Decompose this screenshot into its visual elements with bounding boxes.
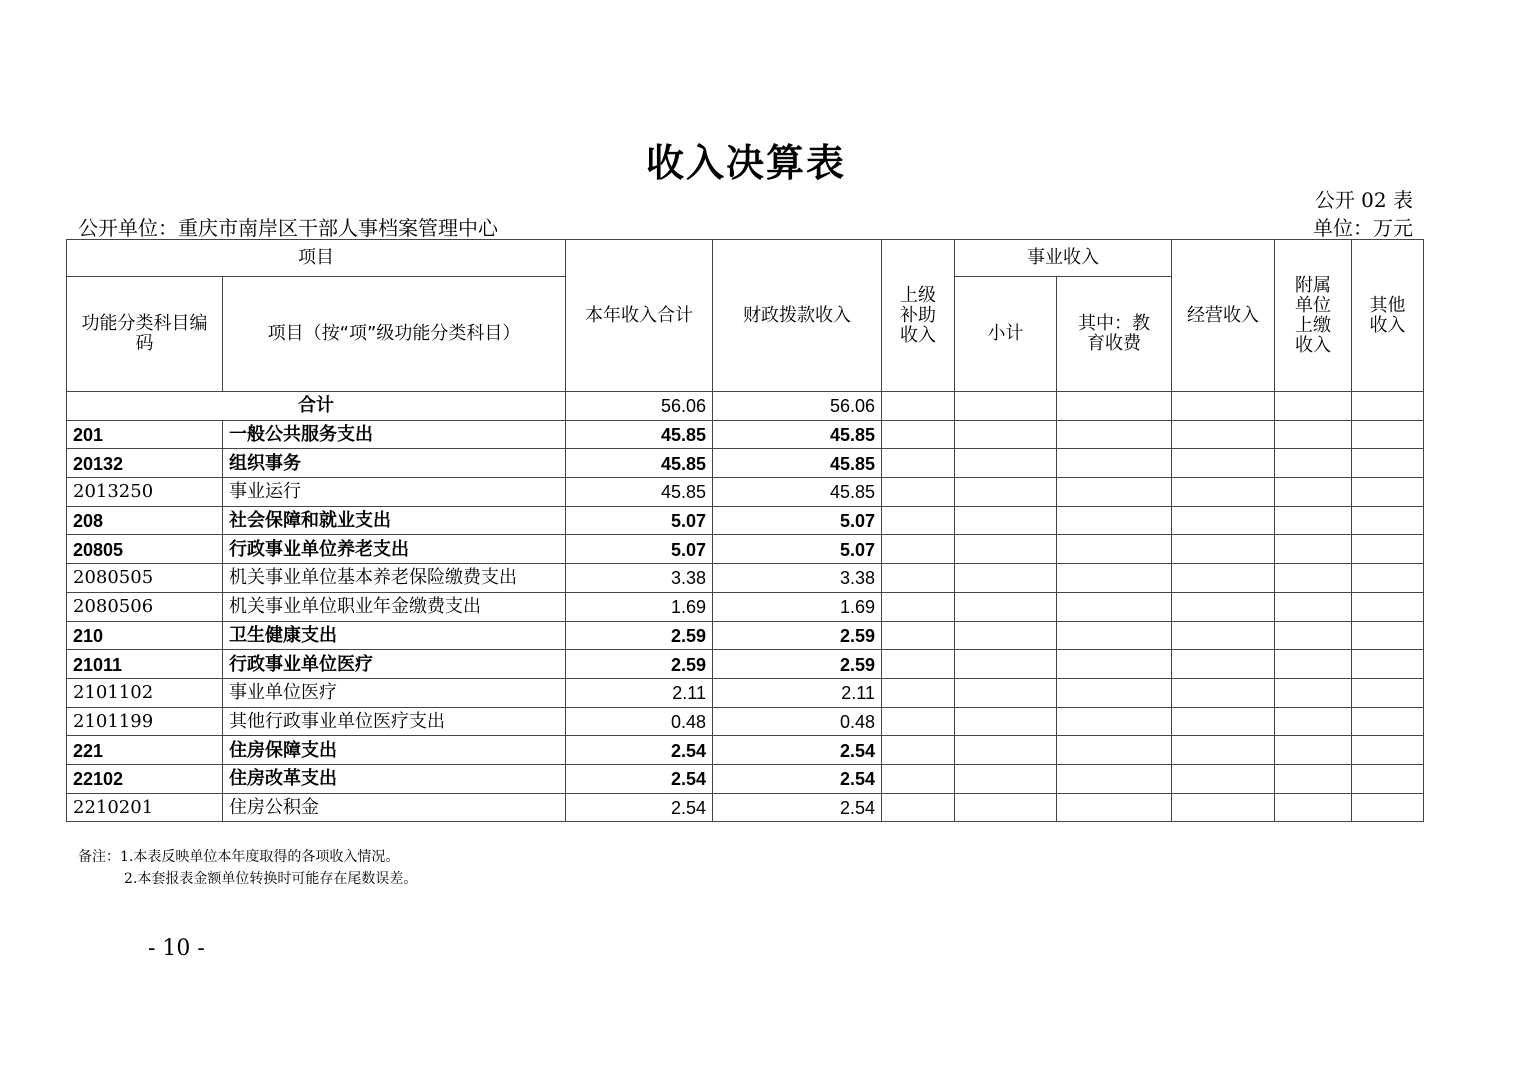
table-row bbox=[67, 707, 1424, 736]
empty-cell bbox=[882, 592, 955, 621]
page-number: - 10 - bbox=[148, 936, 205, 961]
row-fiscal: 2.59 bbox=[713, 650, 882, 679]
row-code: 2080506 bbox=[67, 592, 223, 621]
total-fiscal-cell: 56.06 bbox=[713, 392, 882, 421]
row-code: 2080505 bbox=[67, 564, 223, 593]
empty-cell bbox=[1352, 621, 1424, 650]
empty-cell bbox=[1057, 535, 1172, 564]
table-row bbox=[67, 535, 1424, 564]
empty-cell bbox=[1172, 793, 1275, 822]
empty-cell bbox=[882, 420, 955, 449]
empty-cell bbox=[882, 478, 955, 507]
row-fiscal: 45.85 bbox=[713, 449, 882, 478]
table-row bbox=[67, 736, 1424, 765]
empty-cell bbox=[955, 793, 1057, 822]
note-line-1: 备注：1.本表反映单位本年度取得的各项收入情况。 bbox=[78, 849, 400, 865]
empty-cell bbox=[1352, 392, 1424, 421]
empty-cell bbox=[1057, 736, 1172, 765]
table-row bbox=[67, 420, 1424, 449]
table-row bbox=[67, 650, 1424, 679]
empty-cell bbox=[882, 793, 955, 822]
empty-cell bbox=[882, 392, 955, 421]
header-other: 其他收入 bbox=[1352, 240, 1424, 392]
row-item-name: 社会保障和就业支出 bbox=[223, 506, 566, 535]
row-code: 221 bbox=[67, 736, 223, 765]
empty-cell bbox=[1172, 621, 1275, 650]
empty-cell bbox=[1352, 592, 1424, 621]
empty-cell bbox=[1275, 535, 1352, 564]
row-total-income: 5.07 bbox=[566, 506, 713, 535]
table-row bbox=[67, 621, 1424, 650]
header-subsidy: 上级补助收入 bbox=[882, 240, 955, 392]
empty-cell bbox=[1275, 736, 1352, 765]
empty-cell bbox=[955, 736, 1057, 765]
header-operating: 经营收入 bbox=[1172, 240, 1275, 392]
empty-cell bbox=[1352, 420, 1424, 449]
row-item-name: 行政事业单位养老支出 bbox=[223, 535, 566, 564]
money-unit: 单位：万元 bbox=[1313, 216, 1413, 240]
row-fiscal: 2.59 bbox=[713, 621, 882, 650]
form-number: 公开 02 表 bbox=[1314, 188, 1413, 212]
empty-cell bbox=[955, 449, 1057, 478]
empty-cell bbox=[1275, 707, 1352, 736]
empty-cell bbox=[955, 478, 1057, 507]
empty-cell bbox=[1057, 592, 1172, 621]
empty-cell bbox=[1275, 420, 1352, 449]
empty-cell bbox=[1275, 793, 1352, 822]
total-label: 合计 bbox=[67, 392, 566, 421]
row-fiscal: 0.48 bbox=[713, 707, 882, 736]
empty-cell bbox=[1352, 506, 1424, 535]
empty-cell bbox=[955, 535, 1057, 564]
row-item-name: 事业运行 bbox=[223, 478, 566, 507]
row-fiscal: 2.54 bbox=[713, 793, 882, 822]
empty-cell bbox=[1275, 392, 1352, 421]
empty-cell bbox=[1275, 478, 1352, 507]
empty-cell bbox=[1057, 678, 1172, 707]
empty-cell bbox=[1172, 764, 1275, 793]
row-total-income: 2.59 bbox=[566, 621, 713, 650]
row-item-name: 组织事务 bbox=[223, 449, 566, 478]
table-row bbox=[67, 764, 1424, 793]
row-code: 20132 bbox=[67, 449, 223, 478]
empty-cell bbox=[955, 564, 1057, 593]
header-business-subtotal: 小计 bbox=[955, 277, 1057, 392]
header-item-group: 项目 bbox=[67, 240, 566, 277]
row-fiscal: 2.54 bbox=[713, 736, 882, 765]
empty-cell bbox=[1352, 650, 1424, 679]
empty-cell bbox=[1352, 764, 1424, 793]
row-total-income: 45.85 bbox=[566, 478, 713, 507]
empty-cell bbox=[882, 707, 955, 736]
empty-cell bbox=[1172, 707, 1275, 736]
notes bbox=[78, 846, 417, 890]
document-title: 收入决算表 bbox=[645, 141, 846, 185]
empty-cell bbox=[1352, 793, 1424, 822]
row-total-income: 3.38 bbox=[566, 564, 713, 593]
empty-cell bbox=[1172, 535, 1275, 564]
row-code: 22102 bbox=[67, 764, 223, 793]
table-row bbox=[67, 592, 1424, 621]
empty-cell bbox=[1172, 564, 1275, 593]
empty-cell bbox=[882, 506, 955, 535]
empty-cell bbox=[1057, 392, 1172, 421]
empty-cell bbox=[1172, 420, 1275, 449]
empty-cell bbox=[955, 592, 1057, 621]
total-income-cell: 56.06 bbox=[566, 392, 713, 421]
empty-cell bbox=[1057, 506, 1172, 535]
empty-cell bbox=[955, 392, 1057, 421]
row-code: 2210201 bbox=[67, 793, 223, 822]
row-item-name: 卫生健康支出 bbox=[223, 621, 566, 650]
empty-cell bbox=[955, 420, 1057, 449]
table-row bbox=[67, 564, 1424, 593]
row-total-income: 0.48 bbox=[566, 707, 713, 736]
empty-cell bbox=[1352, 449, 1424, 478]
empty-cell bbox=[1057, 449, 1172, 478]
header-affiliated: 附属单位上缴收入 bbox=[1275, 240, 1352, 392]
row-item-name: 事业单位医疗 bbox=[223, 678, 566, 707]
row-code: 2013250 bbox=[67, 478, 223, 507]
table-row bbox=[67, 793, 1424, 822]
empty-cell bbox=[955, 707, 1057, 736]
note-line-2: 2.本套报表金额单位转换时可能存在尾数误差。 bbox=[124, 871, 418, 887]
empty-cell bbox=[1057, 650, 1172, 679]
empty-cell bbox=[882, 564, 955, 593]
empty-cell bbox=[955, 621, 1057, 650]
empty-cell bbox=[882, 736, 955, 765]
row-total-income: 2.54 bbox=[566, 764, 713, 793]
row-code: 201 bbox=[67, 420, 223, 449]
row-item-name: 行政事业单位医疗 bbox=[223, 650, 566, 679]
row-total-income: 1.69 bbox=[566, 592, 713, 621]
empty-cell bbox=[1172, 392, 1275, 421]
row-total-income: 2.59 bbox=[566, 650, 713, 679]
empty-cell bbox=[1275, 592, 1352, 621]
row-total-income: 2.54 bbox=[566, 736, 713, 765]
empty-cell bbox=[1057, 707, 1172, 736]
row-item-name: 其他行政事业单位医疗支出 bbox=[223, 707, 566, 736]
empty-cell bbox=[882, 678, 955, 707]
empty-cell bbox=[1352, 678, 1424, 707]
empty-cell bbox=[1172, 678, 1275, 707]
header-business-group: 事业收入 bbox=[955, 240, 1172, 277]
empty-cell bbox=[882, 764, 955, 793]
empty-cell bbox=[955, 678, 1057, 707]
empty-cell bbox=[955, 506, 1057, 535]
empty-cell bbox=[1057, 478, 1172, 507]
empty-cell bbox=[1172, 506, 1275, 535]
row-fiscal: 2.11 bbox=[713, 678, 882, 707]
row-fiscal: 5.07 bbox=[713, 506, 882, 535]
row-code: 208 bbox=[67, 506, 223, 535]
empty-cell bbox=[1172, 650, 1275, 679]
empty-cell bbox=[882, 535, 955, 564]
empty-cell bbox=[1352, 478, 1424, 507]
table-header bbox=[67, 240, 1424, 392]
income-table bbox=[66, 239, 1424, 822]
empty-cell bbox=[1275, 449, 1352, 478]
header-item-name: 项目（按“项”级功能分类科目） bbox=[223, 277, 566, 392]
row-code: 2101102 bbox=[67, 678, 223, 707]
empty-cell bbox=[955, 764, 1057, 793]
row-fiscal: 5.07 bbox=[713, 535, 882, 564]
empty-cell bbox=[1352, 736, 1424, 765]
empty-cell bbox=[1352, 707, 1424, 736]
row-item-name: 住房公积金 bbox=[223, 793, 566, 822]
empty-cell bbox=[882, 449, 955, 478]
empty-cell bbox=[1057, 764, 1172, 793]
empty-cell bbox=[1057, 564, 1172, 593]
empty-cell bbox=[1057, 420, 1172, 449]
empty-cell bbox=[1172, 478, 1275, 507]
empty-cell bbox=[1275, 621, 1352, 650]
header-total-income: 本年收入合计 bbox=[566, 240, 713, 392]
table-row bbox=[67, 478, 1424, 507]
row-fiscal: 2.54 bbox=[713, 764, 882, 793]
empty-cell bbox=[1275, 650, 1352, 679]
row-fiscal: 3.38 bbox=[713, 564, 882, 593]
row-item-name: 一般公共服务支出 bbox=[223, 420, 566, 449]
row-total-income: 45.85 bbox=[566, 449, 713, 478]
row-code: 2101199 bbox=[67, 707, 223, 736]
row-item-name: 机关事业单位职业年金缴费支出 bbox=[223, 592, 566, 621]
row-code: 210 bbox=[67, 621, 223, 650]
table-body bbox=[67, 392, 1424, 822]
empty-cell bbox=[1275, 678, 1352, 707]
empty-cell bbox=[955, 650, 1057, 679]
empty-cell bbox=[1057, 621, 1172, 650]
empty-cell bbox=[1172, 449, 1275, 478]
empty-cell bbox=[1057, 793, 1172, 822]
row-code: 20805 bbox=[67, 535, 223, 564]
empty-cell bbox=[1172, 736, 1275, 765]
row-total-income: 45.85 bbox=[566, 420, 713, 449]
empty-cell bbox=[1352, 564, 1424, 593]
row-total-income: 2.11 bbox=[566, 678, 713, 707]
total-row bbox=[67, 392, 1424, 421]
row-item-name: 住房改革支出 bbox=[223, 764, 566, 793]
empty-cell bbox=[1352, 535, 1424, 564]
row-item-name: 住房保障支出 bbox=[223, 736, 566, 765]
row-fiscal: 1.69 bbox=[713, 592, 882, 621]
table-row bbox=[67, 449, 1424, 478]
empty-cell bbox=[882, 650, 955, 679]
row-code: 21011 bbox=[67, 650, 223, 679]
header-education-fee: 其中：教育收费 bbox=[1057, 277, 1172, 392]
table-row bbox=[67, 506, 1424, 535]
empty-cell bbox=[1275, 564, 1352, 593]
empty-cell bbox=[882, 621, 955, 650]
row-total-income: 2.54 bbox=[566, 793, 713, 822]
reporting-unit: 公开单位：重庆市南岸区干部人事档案管理中心 bbox=[78, 216, 498, 240]
row-total-income: 5.07 bbox=[566, 535, 713, 564]
header-fiscal: 财政拨款收入 bbox=[713, 240, 882, 392]
row-fiscal: 45.85 bbox=[713, 478, 882, 507]
row-fiscal: 45.85 bbox=[713, 420, 882, 449]
empty-cell bbox=[1275, 506, 1352, 535]
table-row bbox=[67, 678, 1424, 707]
empty-cell bbox=[1275, 764, 1352, 793]
header-code: 功能分类科目编码 bbox=[67, 277, 223, 392]
empty-cell bbox=[1172, 592, 1275, 621]
row-item-name: 机关事业单位基本养老保险缴费支出 bbox=[223, 564, 566, 593]
